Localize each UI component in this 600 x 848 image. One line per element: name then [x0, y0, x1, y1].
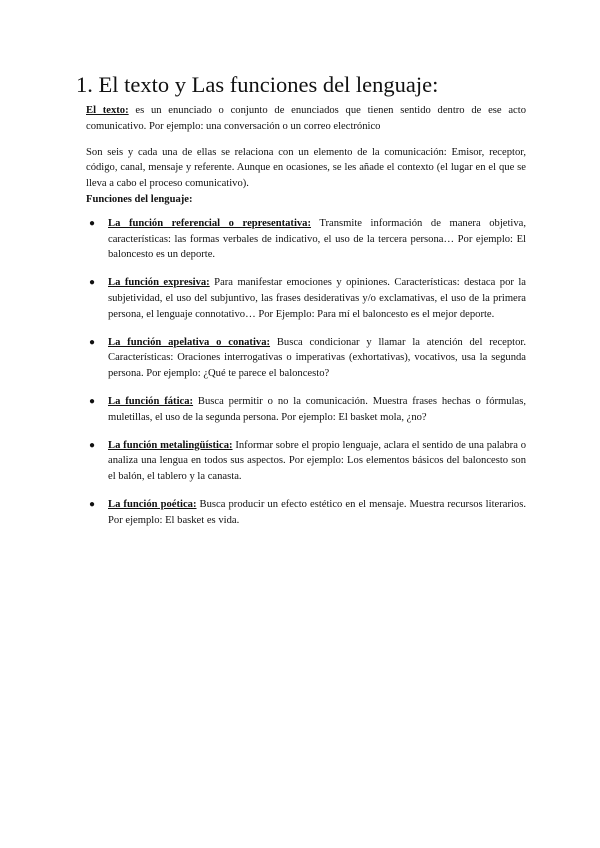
function-item-referencial: [86, 216, 526, 263]
document-title: 1. El texto y Las funciones del lenguaje:: [76, 72, 439, 97]
function-description: Busca permitir o no la comunicación. Muestra frases hechas o fórmulas, muletillas, el uso de la segunda persona. Por ejemplo: El basket mola, ¿no?: [108, 395, 526, 423]
function-description: Informar sobre el propio lenguaje, aclara el sentido de una palabra o analiza una lengua en todos sus aspectos. Por ejemplo: Los elementos básicos del baloncesto son el balón, el tablero y la canasta.: [108, 439, 527, 483]
function-description: Busca producir un efecto estético en el mensaje. Muestra recursos literarios. Por ejemplo: El basket es vida.: [108, 498, 526, 526]
bullet-icon: ●: [89, 498, 96, 510]
function-term: La función apelativa o conativa:: [108, 336, 271, 348]
function-item-fatica: [86, 394, 526, 426]
intro-paragraph: [86, 103, 526, 135]
function-description: Para manifestar emociones y opiniones. Características: destaca por la subjetividad, el uso del subjuntivo, las frases desiderativas y/o exclamativas, el uso de la primera persona, el lenguaje connotativo… Por Ejemplo: Para mí el baloncesto es el mejor deporte.: [108, 277, 526, 320]
function-description: Transmite información de manera objetiva, características: las formas verbales de indicativo, el uso de la tercera persona… Por ejemplo: El baloncesto es un deporte.: [108, 217, 527, 261]
function-item-metalinguistica: [86, 438, 526, 485]
elements-paragraph: Son seis y cada una de ellas se relaciona con un elemento de la comunicación: Emisor, receptor, código, canal, mensaje y referente. Aunque en ocasiones, se les añade el contexto (el lugar en el que se lleva a cabo el proceso comunicativo).: [86, 146, 526, 190]
function-item-expresiva: [86, 275, 526, 322]
intro-term: El texto:: [86, 105, 129, 116]
function-term: La función referencial o representativa:: [108, 217, 312, 229]
function-item-poetica: [86, 497, 526, 529]
functions-list: [86, 216, 526, 529]
bullet-icon: ●: [89, 439, 96, 451]
intro-text: es un enunciado o conjunto de enunciados que tienen sentido dentro de ese acto comunicativo. Por ejemplo: una conversación o un correo electrónico: [86, 105, 526, 132]
bullet-icon: ●: [89, 277, 96, 289]
function-description: Busca condicionar y llamar la atención del receptor. Características: Oraciones interrogativas o imperativas (exhortativas), vocativos, usa la segunda persona. Por ejemplo: ¿Qué te parece el baloncesto?: [108, 336, 527, 380]
bullet-icon: ●: [89, 217, 96, 229]
function-term: La función metalingüística:: [108, 439, 233, 451]
functions-heading: Funciones del lenguaje:: [86, 193, 193, 205]
function-term: La función poética:: [108, 498, 197, 510]
document-body: [86, 103, 526, 541]
bullet-icon: ●: [89, 395, 96, 407]
function-term: La función fática:: [108, 395, 194, 407]
function-item-apelativa: [86, 335, 526, 382]
function-term: La función expresiva:: [108, 277, 210, 289]
bullet-icon: ●: [89, 336, 96, 348]
